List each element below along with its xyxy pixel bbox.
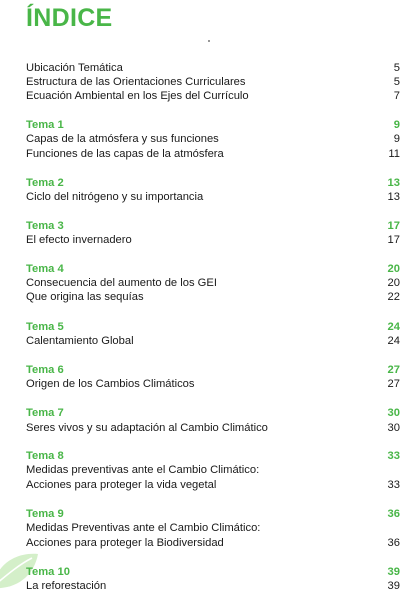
- toc-entry-text: Tema 1: [26, 119, 64, 131]
- toc-page-number: 30: [387, 407, 400, 419]
- toc-entry-text: Tema 2: [26, 177, 64, 189]
- toc-page-number: 24: [387, 335, 400, 347]
- page-title: ÍNDICE: [26, 4, 113, 32]
- toc-entry-text: Medidas preventivas ante el Cambio Climático:: [26, 464, 260, 476]
- toc-entry-text: Seres vivos y su adaptación al Cambio Climático: [26, 422, 268, 434]
- toc-section-heading: [26, 565, 400, 579]
- toc-entry-text: Tema 8: [26, 450, 64, 462]
- toc-entry-text: La reforestación: [26, 580, 107, 592]
- toc-page-number: 13: [387, 191, 400, 203]
- toc-entry-text: Tema 10: [26, 566, 70, 578]
- toc-entry-text: Tema 3: [26, 220, 64, 232]
- toc-entry-text: Calentamiento Global: [26, 335, 134, 347]
- toc-page-number: 7: [393, 90, 400, 102]
- toc-page-number: 20: [387, 263, 400, 275]
- toc-entry-text: Consecuencia del aumento de los GEI: [26, 277, 217, 289]
- toc-entry-text: Medidas Preventivas ante el Cambio Climático:: [26, 522, 261, 534]
- toc-page-number: 20: [387, 277, 400, 289]
- toc-entry: [26, 190, 400, 204]
- toc-page-number: 27: [387, 364, 400, 376]
- toc-page-number: 9: [393, 119, 400, 131]
- toc-section-heading: [26, 262, 400, 276]
- toc-entry: [26, 61, 400, 75]
- toc-entry-text: Tema 6: [26, 364, 64, 376]
- toc-page-number: 33: [387, 450, 400, 462]
- toc-entry: [26, 276, 400, 290]
- toc-entry-text: Tema 7: [26, 407, 64, 419]
- toc-page-number: 24: [387, 321, 400, 333]
- toc-entry: [26, 233, 400, 247]
- toc-entry: [26, 147, 400, 161]
- toc-entry: [26, 132, 400, 146]
- toc-entry: [26, 463, 400, 477]
- toc-entry: [26, 521, 400, 535]
- toc-section-heading: [26, 406, 400, 420]
- toc-section-heading: [26, 176, 400, 190]
- toc-entry-text: Tema 9: [26, 508, 64, 520]
- toc-page-number: 36: [387, 508, 400, 520]
- toc-page-number: 39: [387, 580, 400, 592]
- toc-page-number: 17: [387, 234, 400, 246]
- toc-section-heading: [26, 449, 400, 463]
- toc-page-number: 36: [387, 537, 400, 549]
- toc-page-number: 39: [387, 566, 400, 578]
- toc-page-number: 11: [388, 148, 400, 160]
- toc-entry: [26, 334, 400, 348]
- toc-entry-text: Tema 4: [26, 263, 64, 275]
- toc-entry-text: Ubicación Temática: [26, 62, 123, 74]
- toc-entry: [26, 478, 400, 492]
- stray-dot: [208, 40, 210, 42]
- toc-page-number: 13: [387, 177, 400, 189]
- toc-entry-text: Tema 5: [26, 321, 64, 333]
- toc-section-heading: [26, 320, 400, 334]
- toc-entry: [26, 421, 400, 435]
- toc-page-number: 22: [387, 291, 400, 303]
- toc-page-number: 9: [393, 133, 400, 145]
- toc-entry: [26, 75, 400, 89]
- toc-entry-text: Que origina las sequías: [26, 291, 144, 303]
- toc-entry-text: El efecto invernadero: [26, 234, 132, 246]
- toc-page-number: 5: [393, 76, 400, 88]
- toc-page-number: 30: [387, 422, 400, 434]
- toc-entry: [26, 536, 400, 550]
- toc-page-number: 27: [387, 378, 400, 390]
- toc-entry-text: Estructura de las Orientaciones Curriculares: [26, 76, 246, 88]
- toc-entry-text: Ciclo del nitrógeno y su importancia: [26, 191, 204, 203]
- toc-entry-text: Acciones para proteger la vida vegetal: [26, 479, 217, 491]
- toc-page-number: 33: [387, 479, 400, 491]
- toc-section-heading: [26, 219, 400, 233]
- toc-section-heading: [26, 118, 400, 132]
- toc-entry-text: Ecuación Ambiental en los Ejes del Currículo: [26, 90, 249, 102]
- toc-entry: [26, 89, 400, 103]
- toc-entry-text: Origen de los Cambios Climáticos: [26, 378, 195, 390]
- toc-section-heading: [26, 507, 400, 521]
- toc-page-number: 17: [387, 220, 400, 232]
- toc-entry-text: Acciones para proteger la Biodiversidad: [26, 537, 224, 549]
- toc-entry: [26, 290, 400, 304]
- toc-entry-text: Capas de la atmósfera y sus funciones: [26, 133, 219, 145]
- toc-section-heading: [26, 363, 400, 377]
- toc-entry: [26, 579, 400, 593]
- toc-entry-text: Funciones de las capas de la atmósfera: [26, 148, 224, 160]
- toc-page-number: 5: [393, 62, 400, 74]
- toc-entry: [26, 377, 400, 391]
